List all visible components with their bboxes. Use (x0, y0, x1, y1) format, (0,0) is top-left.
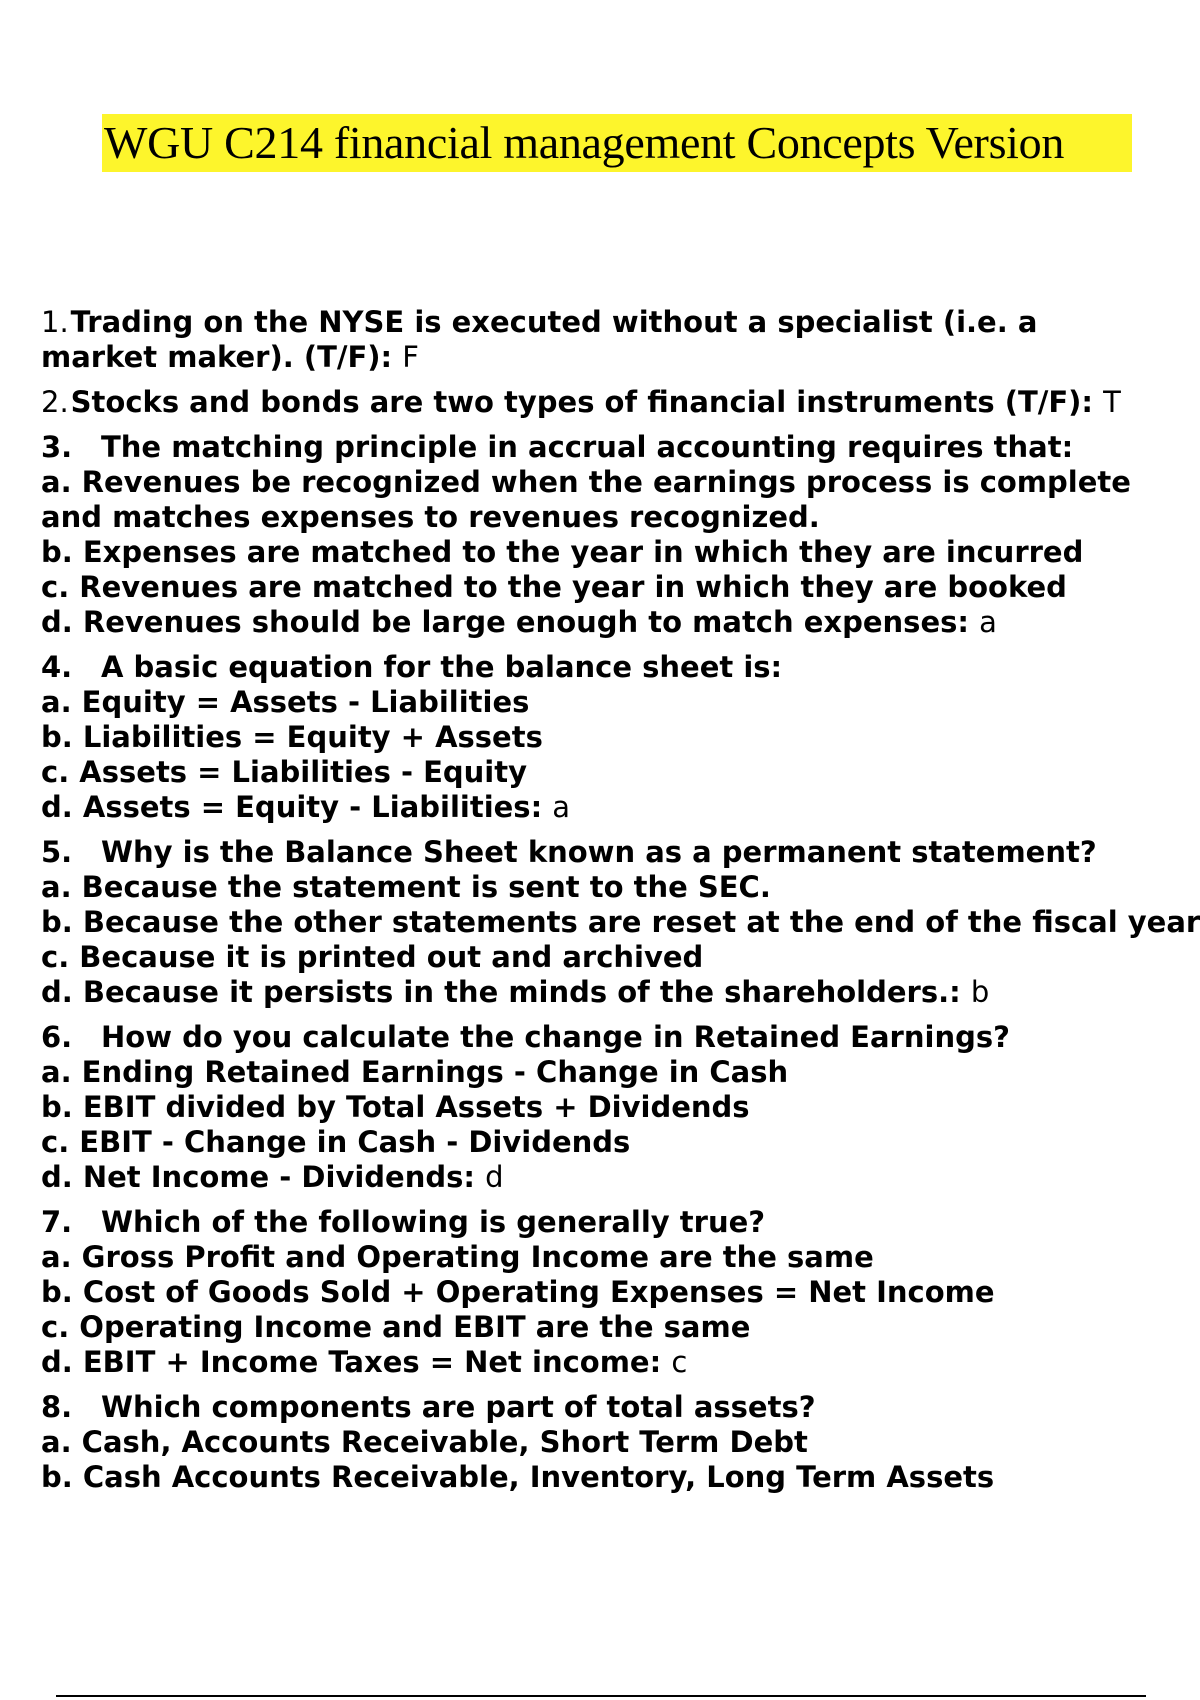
question-number: 7. (41, 1205, 73, 1239)
question-list (41, 305, 1200, 1505)
option: a. Because the statement is sent to the SEC. (41, 870, 771, 904)
question-7 (41, 1205, 1161, 1380)
answer: a (979, 605, 997, 639)
option: a. Cash, Accounts Receivable, Short Term Debt (41, 1425, 808, 1459)
question-number: 3. (41, 430, 73, 464)
document-title: WGU C214 financial management Concepts Version (104, 117, 1065, 168)
question-stem: Trading on the NYSE is executed without a specialist (i.e. a market maker). (T/F): (41, 305, 1038, 374)
option: a. Gross Profit and Operating Income are the same (41, 1240, 874, 1274)
option: a. Revenues be recognized when the earnings process is complete (41, 465, 1131, 499)
option: b. EBIT divided by Total Assets + Dividends (41, 1090, 750, 1124)
question-number: 8. (41, 1390, 73, 1424)
option: c. EBIT - Change in Cash - Dividends (41, 1125, 631, 1159)
question-stem: A basic equation for the balance sheet is: (101, 650, 783, 684)
answer: a (552, 790, 571, 824)
option: b. Cost of Goods Sold + Operating Expenses = Net Income (41, 1275, 995, 1309)
option: c. Assets = Liabilities - Equity (41, 755, 528, 789)
answer: c (671, 1345, 688, 1379)
option: d. Because it persists in the minds of the shareholders.: (41, 975, 961, 1009)
question-number: 4. (41, 650, 73, 684)
question-1 (41, 305, 1161, 375)
question-number: 1. (41, 305, 69, 339)
question-number: 2. (41, 385, 69, 419)
question-2 (41, 385, 1161, 420)
question-3 (41, 430, 1161, 640)
question-6 (41, 1020, 1161, 1195)
answer: d (485, 1160, 504, 1194)
option: d. Revenues should be large enough to match expenses: (41, 605, 969, 639)
option: a. Ending Retained Earnings - Change in Cash (41, 1055, 789, 1089)
question-4 (41, 650, 1161, 825)
option: c. Revenues are matched to the year in which they are booked (41, 570, 1067, 604)
option: b. Cash Accounts Receivable, Inventory, Long Term Assets (41, 1460, 995, 1494)
question-stem: Which components are part of total assets? (101, 1390, 816, 1424)
option-continuation: and matches expenses to revenues recognized. (41, 500, 820, 534)
answer: F (402, 340, 419, 374)
answer: T (1103, 385, 1121, 419)
question-stem: Why is the Balance Sheet known as a permanent statement? (101, 835, 1097, 869)
option: c. Because it is printed out and archived (41, 940, 704, 974)
question-number: 6. (41, 1020, 73, 1054)
option: b. Because the other statements are reset at the end of the fiscal year (41, 905, 1200, 939)
option: b. Expenses are matched to the year in which they are incurred (41, 535, 1084, 569)
question-8 (41, 1390, 1161, 1495)
question-number: 5. (41, 835, 73, 869)
question-stem: The matching principle in accrual accounting requires that: (101, 430, 1074, 464)
option: c. Operating Income and EBIT are the same (41, 1310, 751, 1344)
question-5 (41, 835, 1200, 1010)
question-stem: Which of the following is generally true? (101, 1205, 766, 1239)
answer: b (970, 975, 990, 1009)
option: d. Net Income - Dividends: (41, 1160, 475, 1194)
question-stem: How do you calculate the change in Retained Earnings? (101, 1020, 1010, 1054)
footer-rule (56, 1695, 1146, 1697)
option: d. EBIT + Income Taxes = Net income: (41, 1345, 662, 1379)
question-stem: Stocks and bonds are two types of financial instruments (T/F): (70, 385, 1093, 419)
option: d. Assets = Equity - Liabilities: (41, 790, 543, 824)
option: a. Equity = Assets - Liabilities (41, 685, 530, 719)
option: b. Liabilities = Equity + Assets (41, 720, 543, 754)
